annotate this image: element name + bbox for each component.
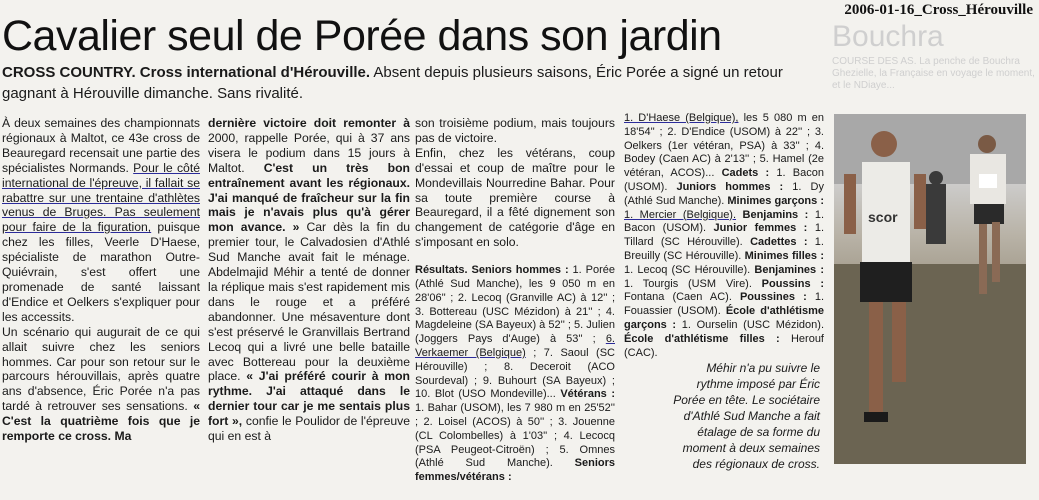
col1-paragraph-1 bbox=[2, 116, 200, 325]
lede-text: Absent depuis plusieurs saisons, Éric Porée a signé un retour gagnant à Hérouville dimanche. Sans rivalité. bbox=[2, 64, 783, 102]
junior-women-result: 1. Tillard (SC Hérouville). bbox=[624, 222, 824, 249]
benjamines-result: 1. Tourgis (USM Vire). bbox=[624, 277, 762, 290]
minimes-girls-label: Minimes filles : bbox=[744, 249, 824, 262]
minimes-result: 1. Mercier (Belgique). bbox=[624, 208, 737, 221]
poussins-label: Poussins : bbox=[761, 277, 824, 290]
col2-p1: 2000, rappelle Porée, qui à 37 ans visera le podium dans 15 jours à Maltot. bbox=[208, 130, 410, 175]
results-veterans: 1. Bahar (USOM), les 7 980 m en 25'52'' ; 2. Loisel (ACOS) à 50'' ; 3. Jouenne (CL Colombelles) à 1'03'' ; 4. Lecocq (PSA Peugeot-Citroën) ; 5. Omnes (Athlé Sud Manche). bbox=[415, 402, 615, 470]
benjamins-result: 1. Bacon (USOM). bbox=[624, 208, 824, 235]
col3-paragraph-1: son troisième podium, mais toujours pas de victoire. bbox=[415, 116, 615, 145]
race-photo bbox=[834, 114, 1026, 464]
file-stamp: 2006-01-16_Cross_Hérouville bbox=[844, 2, 1033, 18]
minimes-girls-result: 1. Lecoq (SC Hérouville). bbox=[624, 263, 755, 276]
col2-paragraph-1 bbox=[208, 116, 410, 444]
school-girls-label: École d'athlétisme filles : bbox=[624, 332, 780, 345]
race-bib-text: scor bbox=[868, 209, 898, 225]
benjamins-label: Benjamins : bbox=[736, 208, 809, 221]
cadettes-result: 1. Breuilly (SC Hérouville). bbox=[624, 236, 824, 262]
ghost-title: Bouchra bbox=[832, 22, 944, 53]
runners-illustration bbox=[834, 114, 1026, 464]
poussines-result: 1. Fouassier (USOM). bbox=[624, 291, 825, 318]
headline: Cavalier seul de Porée dans son jardin bbox=[2, 12, 722, 60]
column-3 bbox=[415, 116, 615, 485]
juniors-label: Juniors hommes : bbox=[676, 180, 784, 193]
results-label: Résultats. Seniors hommes : bbox=[415, 264, 569, 277]
col1-p1-underlined: Pour le côté international de l'épreuve, il fallait se rabattre sur une trentaine d'athlètes venus de Bruges. Pas seulement pour faire de la figuration, bbox=[2, 160, 200, 235]
school-boys-result: 1. Ourselin (USC Mézidon). bbox=[676, 318, 825, 331]
results-underlined: 6. Verkaemer (Belgique) bbox=[415, 333, 615, 359]
results-seniors: 1. Porée (Athlé Sud Manche), les 9 050 m en 28'06'' ; 2. Lecoq (Granville AC) à 12'' ; 3. Bottereau (USC Mézidon) à 21'' ; 4. Magdeleine (SA Bayeux) à 52'' ; 5. Julien (Joggers Pays d'Auge) à 53'' ; bbox=[415, 264, 615, 346]
column-4 bbox=[624, 112, 824, 360]
cadettes-label: Cadettes : bbox=[750, 236, 808, 249]
col1-p1a: À deux semaines des championnats régionaux à Maltot, ce 43e cross de Beauregard recensait une partie des spécialistes Normands. bbox=[2, 116, 200, 175]
cadets-label: Cadets : bbox=[721, 167, 770, 180]
junior-women-label: Junior femmes : bbox=[713, 222, 808, 235]
benjamines-label: Benjamines : bbox=[754, 263, 824, 276]
results-seniors-2: ; 7. Saoul (SC Hérouville) ; 8. Deceroit (ACO Sourdeval) ; 9. Buhourt (SA Bayeux) ; 10. Blot (USO Mondeville)... bbox=[415, 346, 615, 401]
col3-results bbox=[415, 264, 615, 485]
col2-p2: Car dès la fin du premier tour, le Calvadosien d'Athlé Sud Manche avait fait le ménage. Abdelmajid Méhir a tenté de donner la réplique mais s'est rapidement mis dans le rouge et a préféré abandonner. Une mésaventure dont s'est préservé le Granvillais Bertrand Lecoq qui a livré une belle bataille avec Bottereau pour la deuxième place. bbox=[208, 220, 410, 384]
ghost-line2: NDiaye... bbox=[853, 80, 895, 91]
school-girls-result: Herouf (CAC). bbox=[624, 332, 824, 359]
ghost-line1: COURSE DES AS. La penche de Bouchra Ghezielle, la Française en voyage le moment, et le bbox=[832, 56, 1035, 91]
col4-results bbox=[624, 112, 824, 360]
col1-p1b: puisque chez les filles, Veerle D'Haese, spécialiste de marathon Outre-Quiévrain, s'est offert une promenade de santé laissant d'Endice et Oelkers s'expliquer pour les accessits. bbox=[2, 220, 201, 324]
lede-kicker: CROSS COUNTRY. Cross international d'Hérouville. bbox=[2, 64, 371, 81]
column-2 bbox=[208, 116, 410, 444]
lede bbox=[2, 62, 822, 104]
ghost-line bbox=[832, 56, 1039, 92]
col3-paragraph-2: Enfin, chez les vétérans, coup d'essai et coup de maître pour le Mondevillais Nourredine Bahar. Pour sa toute première course à Beauregard, il a fêté dignement son changement de catégorie d'âge en s'imposant en solo. bbox=[415, 145, 615, 250]
minimes-label: Minimes garçons : bbox=[727, 194, 824, 207]
col1-p2: Un scénario qui augurait de ce qui allait suivre chez les seniors hommes. Car pour son retour sur le parcours hérouvillais, après quatre ans d'absence, Éric Porée n'a pas tardé à retrouver ses sensations. bbox=[2, 324, 200, 414]
col1-p2-quote: « C'est la quatrième fois que je remporte ce cross. Ma bbox=[2, 399, 200, 444]
col4-women: les 5 080 m en 18'54'' ; 2. D'Endice (USOM) à 22'' ; 3. Oelkers (1er vétéran, PSA) à 33'' ; 4. Bodey (Caen AC) à 2'13'' ; 5. Hamel (2e vétéran, ACOS)... bbox=[624, 112, 824, 180]
cadets-result: 1. Bacon (USOM). bbox=[624, 167, 825, 193]
col2-p1-bold: dernière victoire doit remonter à bbox=[208, 116, 410, 130]
juniors-result: 1. Dy (Athlé Sud Manche). bbox=[624, 180, 824, 207]
column-1 bbox=[2, 116, 200, 444]
col4-winner: 1. D'Haese (Belgique), bbox=[624, 112, 739, 124]
bleed-through-text bbox=[832, 22, 1039, 102]
poussins-result: Fontana (Caen AC). bbox=[624, 291, 740, 304]
col2-p2-end: confie le Poulidor de l'épreuve qui en est à bbox=[208, 414, 410, 444]
col1-paragraph-2 bbox=[2, 325, 200, 444]
col2-p1-quote: C'est un très bon entraînement avant les régionaux. J'ai manqué de fraîcheur sur la fin mais je n'avais plus qu'à gérer mon avance. » bbox=[208, 160, 410, 235]
women-label: Seniors femmes/vétérans : bbox=[415, 457, 615, 484]
col2-p2-quote: « J'ai préféré courir à mon rythme. J'ai attaqué dans le dernier tour car je me sentais plus fort », bbox=[208, 369, 410, 429]
school-boys-label: École d'athlétisme garçons : bbox=[624, 305, 824, 331]
poussines-label: Poussines : bbox=[739, 291, 807, 304]
veterans-label: Vétérans : bbox=[560, 388, 615, 401]
photo-caption: Méhir n'a pu suivre le rythme imposé par Éric Porée en tête. Le sociétaire d'Athlé Sud Manche a fait étalage de sa forme du moment à deux semaines des régionaux de cross. bbox=[673, 361, 820, 471]
